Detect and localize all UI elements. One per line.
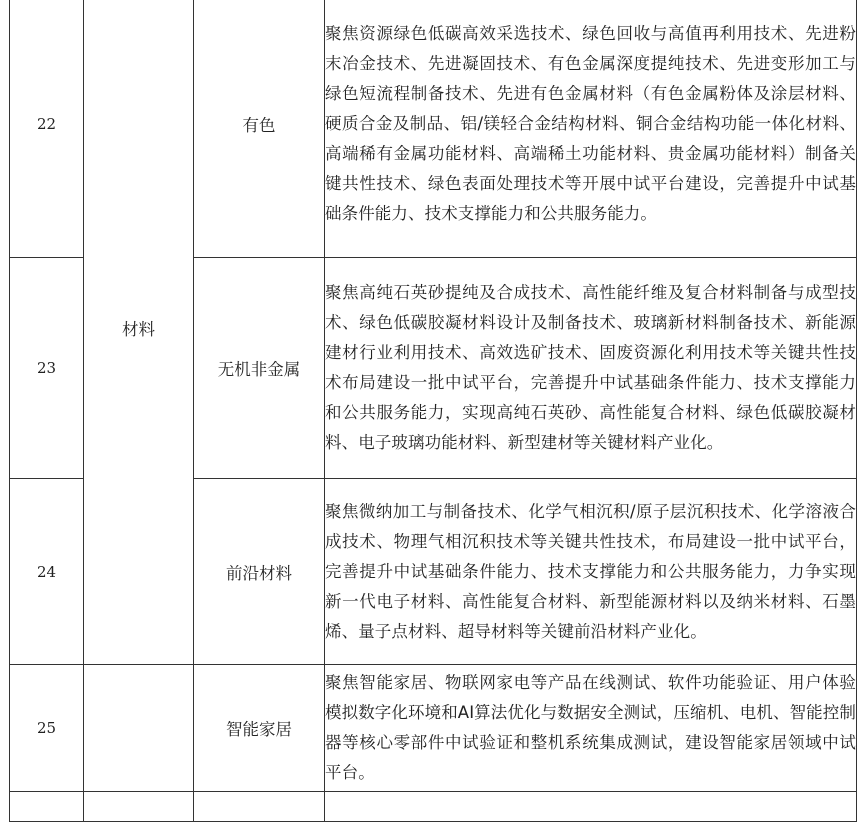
table-row xyxy=(10,665,857,792)
row-number-cell-empty xyxy=(10,792,84,822)
description-cell-empty xyxy=(325,792,857,822)
table-row xyxy=(10,0,857,258)
table-row-partial xyxy=(10,792,857,822)
subcategory-cell: 前沿材料 xyxy=(194,479,325,665)
row-number-cell: 25 xyxy=(10,665,84,792)
subcategory-cell: 无机非金属 xyxy=(194,258,325,479)
document-page xyxy=(9,0,857,822)
description-cell: 聚焦智能家居、物联网家电等产品在线测试、软件功能验证、用户体验模拟数字化环境和AI算法优化与数据安全测试，压缩机、电机、智能控制器等核心零部件中试验证和整机系统集成测试，建设智能家居领域中试平台。 xyxy=(325,665,857,792)
description-cell: 聚焦资源绿色低碳高效采选技术、绿色回收与高值再利用技术、先进粉末冶金技术、先进凝固技术、有色金属深度提纯技术、先进变形加工与绿色短流程制备技术、先进有色金属材料（有色金属粉体及涂层材料、硬质合金及制品、铝/镁轻合金结构材料、铜合金结构功能一体化材料、高端稀有金属功能材料、高端稀土功能材料、贵金属功能材料）制备关键共性技术、绿色表面处理技术等开展中试平台建设，完善提升中试基础条件能力、技术支撑能力和公共服务能力。 xyxy=(325,0,857,258)
subcategory-cell: 有色 xyxy=(194,0,325,258)
description-cell: 聚焦高纯石英砂提纯及合成技术、高性能纤维及复合材料制备与成型技术、绿色低碳胶凝材料设计及制备技术、玻璃新材料制备技术、新能源建材行业利用技术、高效选矿技术、固废资源化利用技术等关键共性技术布局建设一批中试平台，完善提升中试基础条件能力、技术支撑能力和公共服务能力，实现高纯石英砂、高性能复合材料、绿色低碳胶凝材料、电子玻璃功能材料、新型建材等关键材料产业化。 xyxy=(325,258,857,479)
category-cell-empty xyxy=(84,665,194,792)
subcategory-cell: 智能家居 xyxy=(194,665,325,792)
subcategory-cell-empty xyxy=(194,792,325,822)
description-cell: 聚焦微纳加工与制备技术、化学气相沉积/原子层沉积技术、化学溶液合成技术、物理气相沉积技术等关键共性技术，布局建设一批中试平台，完善提升中试基础条件能力、技术支撑能力和公共服务能力，力争实现新一代电子材料、高性能复合材料、新型能源材料以及纳米材料、石墨烯、量子点材料、超导材料等关键前沿材料产业化。 xyxy=(325,479,857,665)
row-number-cell: 22 xyxy=(10,0,84,258)
row-number-cell: 24 xyxy=(10,479,84,665)
category-cell-empty xyxy=(84,792,194,822)
row-number-cell: 23 xyxy=(10,258,84,479)
category-cell: 材料 xyxy=(84,0,194,665)
pilot-platform-table xyxy=(9,0,857,822)
